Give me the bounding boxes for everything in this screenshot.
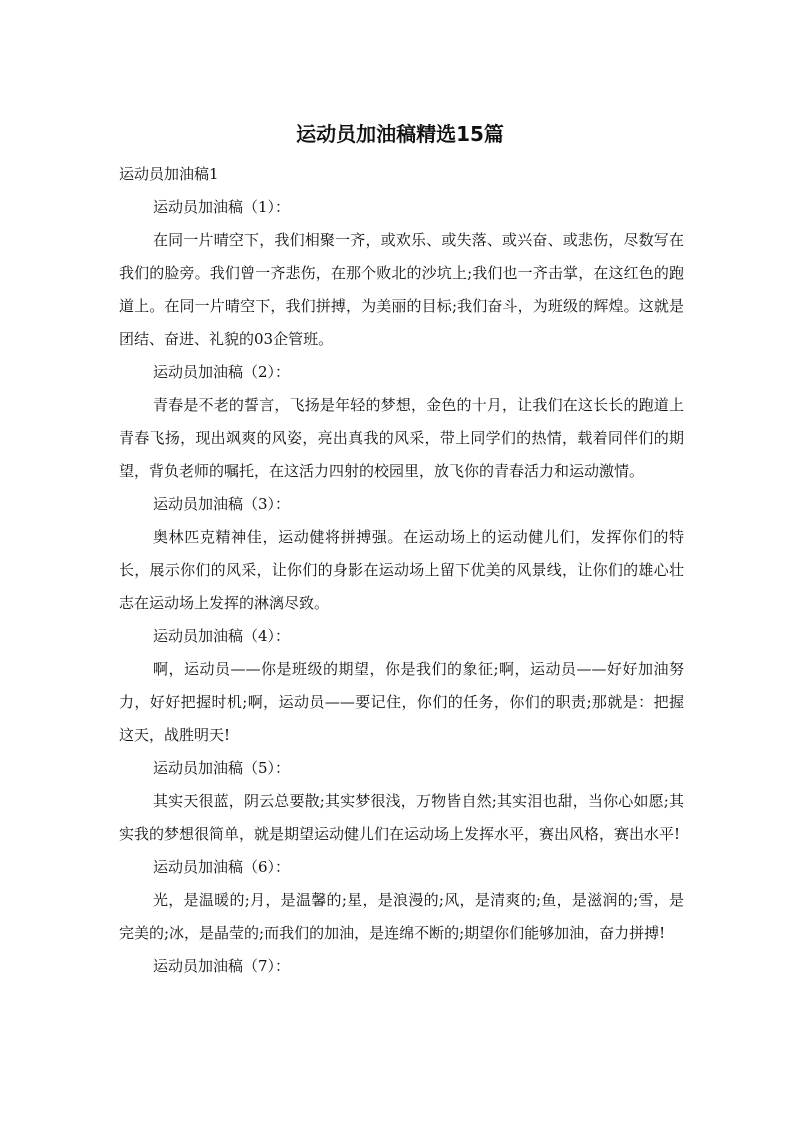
item-text-6: 光，是温暖的;月，是温馨的;星，是浪漫的;风，是清爽的;鱼，是滋润的;雪，是完美的;冰，是晶莹的;而我们的加油，是连绵不断的;期望你们能够加油，奋力拼搏! bbox=[119, 891, 684, 942]
item-text-4: 啊，运动员——你是班级的期望，你是我们的象征;啊，运动员——好好加油努力，好好把握时机;啊，运动员——要记住，你们的任务，你们的职责;那就是：把握这天，战胜明天! bbox=[119, 660, 684, 744]
item-heading-4: 运动员加油稿（4）： bbox=[153, 627, 291, 645]
item-heading-3: 运动员加油稿（3）： bbox=[153, 495, 291, 513]
item-text-2: 青春是不老的誓言，飞扬是年轻的梦想，金色的十月，让我们在这长长的跑道上青春飞扬，现出飒爽的风姿，亮出真我的风采，带上同学们的热情，载着同伴们的期望，背负老师的嘱托，在这活力四射的校园里，放飞你的青春活力和运动激情。 bbox=[119, 396, 684, 480]
item-heading-7: 运动员加油稿（7）： bbox=[153, 957, 291, 975]
item-text-5: 其实天很蓝，阴云总要散;其实梦很浅，万物皆自然;其实泪也甜，当你心如愿;其实我的梦想很简单，就是期望运动健儿们在运动场上发挥水平，赛出风格，赛出水平! bbox=[119, 792, 684, 843]
item-heading-6: 运动员加油稿（6）： bbox=[153, 858, 291, 876]
document-title: 运动员加油稿精选15篇 bbox=[296, 122, 504, 146]
item-text-1: 在同一片晴空下，我们相聚一齐，或欢乐、或失落、或兴奋、或悲伤，尽数写在我们的脸旁。我们曾一齐悲伤，在那个败北的沙坑上;我们也一齐击掌，在这红色的跑道上。在同一片晴空下，我们拼搏，为美丽的目标;我们奋斗，为班级的辉煌。这就是团结、奋进、礼貌的03企管班。 bbox=[119, 231, 684, 348]
document-body bbox=[119, 158, 684, 983]
item-heading-1: 运动员加油稿（1）： bbox=[153, 198, 291, 216]
item-text-3: 奥林匹克精神佳，运动健将拼搏强。在运动场上的运动健儿们，发挥你们的特长，展示你们的风采，让你们的身影在运动场上留下优美的风景线，让你们的雄心壮志在运动场上发挥的淋漓尽致。 bbox=[119, 528, 684, 612]
item-heading-2: 运动员加油稿（2）： bbox=[153, 363, 291, 381]
section-label: 运动员加油稿1 bbox=[119, 165, 219, 183]
item-heading-5: 运动员加油稿（5）： bbox=[153, 759, 291, 777]
